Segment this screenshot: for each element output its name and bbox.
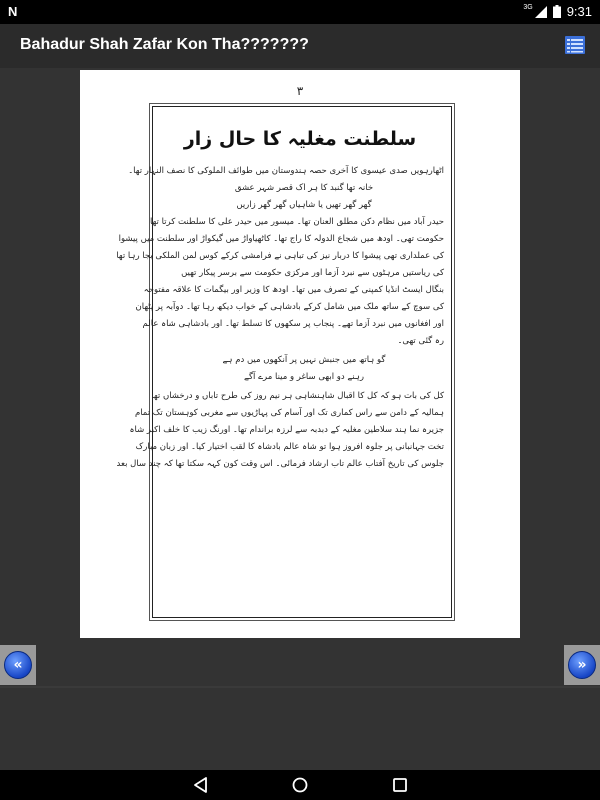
poem-line: گو ہاتھ میں جنبش نہیں پر آنکھوں میں دم ہے — [222, 355, 386, 365]
status-bar — [0, 0, 600, 24]
notification-n-icon: N — [8, 4, 18, 19]
home-icon[interactable] — [289, 774, 311, 796]
body-line: کی ریاستیں مرہٹوں سے نبرد آزما اور مرکزی حکومت سے برسر پیکار تھیں — [181, 268, 444, 278]
document-page — [80, 70, 520, 638]
page-viewer[interactable] — [0, 68, 600, 770]
body-line: کی عملداری تھی پیشوا کا دربار نیز کی تباہی نے فرامشی کرکے کوس لمن الملکی بجا رہا تھا — [116, 251, 444, 261]
body-line: تخت جہانبانی پر جلوہ افروز ہوا تو شاہ عالم بادشاہ کا لقب اختیار کیا۔ اور زبان مبارک — [135, 442, 444, 452]
body-line: حیدر آباد میں نظام دکن مطلق العنان تھا۔ میسور میں حیدر علی کا سلطنت کرتا تھا — [150, 217, 444, 227]
page-number: ٣ — [296, 84, 304, 98]
body-line: اور افغانوں میں نبرد آزما تھے۔ پنجاب پر سکھوں کا تسلط تھا۔ اور بادشاہی شاہ عالم — [142, 319, 444, 329]
previous-page-button[interactable] — [0, 645, 36, 685]
app-title: Bahadur Shah Zafar Kon Tha??????? — [20, 36, 309, 53]
document-body — [116, 166, 444, 476]
divider — [0, 686, 600, 688]
poem-line: رہنے دو ابھی ساغر و مینا مرے آگے — [243, 372, 364, 382]
body-line: حکومت تھی۔ اودھ میں شجاع الدولہ کا راج تھا۔ کاٹھیاواڑ میں گیکواڑ اور سلطنت میں پیشوا — [118, 234, 444, 244]
status-icons — [523, 4, 592, 19]
body-line: کل کی بات ہو کہ کل کا اقبال شاہنشاہی ہر نیم روز کی طرح تاباں و درخشاں تھا — [151, 391, 444, 401]
next-page-button[interactable] — [564, 645, 600, 685]
body-line: اٹھارہویں صدی عیسوی کا آخری حصہ ہندوستان میں طوائف الملوکی کا نصف النہار تھا۔ — [128, 166, 444, 176]
double-chevron-right-icon: » — [568, 651, 596, 679]
network-type: 3G — [523, 4, 533, 11]
body-line: رہ گئی تھی۔ — [397, 336, 444, 346]
clock: 9:31 — [566, 4, 592, 19]
body-line: بنگال ایسٹ انڈیا کمپنی کے تصرف میں تھا۔ اودھ کا وزیر اور بیگمات کا علاقہ مفتوحہ — [143, 285, 444, 295]
signal-icon — [535, 6, 547, 18]
document-heading: سلطنت مغلیہ کا حال زار — [183, 128, 417, 150]
system-navigation-bar — [0, 770, 600, 800]
body-line: ہمالیہ کے دامن سے راس کماری تک اور آسام کی پہاڑیوں سے مغربی کوہستان تک تمام — [134, 408, 444, 418]
recents-icon[interactable] — [389, 774, 411, 796]
body-line: کی سوچ کے ساتھ ملک میں شامل کرکے بادشاہی کے خواب دیکھ رہا تھا۔ دوآبہ پر پٹھان — [135, 302, 444, 312]
back-icon[interactable] — [190, 774, 212, 796]
double-chevron-left-icon: « — [4, 651, 32, 679]
list-menu-icon[interactable] — [564, 34, 586, 56]
verse-line: گھر گھر تھیں یا شاہیاں گھر گھر زاریں — [236, 200, 372, 210]
body-line: جزیرہ نما ہند سلاطین مغلیہ کے دبدبہ سے لرزہ براندام تھا۔ اورنگ زیب کا خلف اکبر شاہ — [129, 425, 444, 435]
verse-line: خانہ تھا گنبد کا ہر اک قصر شہر عشق — [234, 183, 374, 193]
battery-icon — [553, 5, 561, 18]
app-bar — [0, 24, 600, 69]
body-line: جلوس کی تاریخ آفتاب عالم تاب ارشاد فرمائی۔ اس وقت کون کہہ سکتا تھا کہ چند سال بعد — [116, 459, 444, 469]
